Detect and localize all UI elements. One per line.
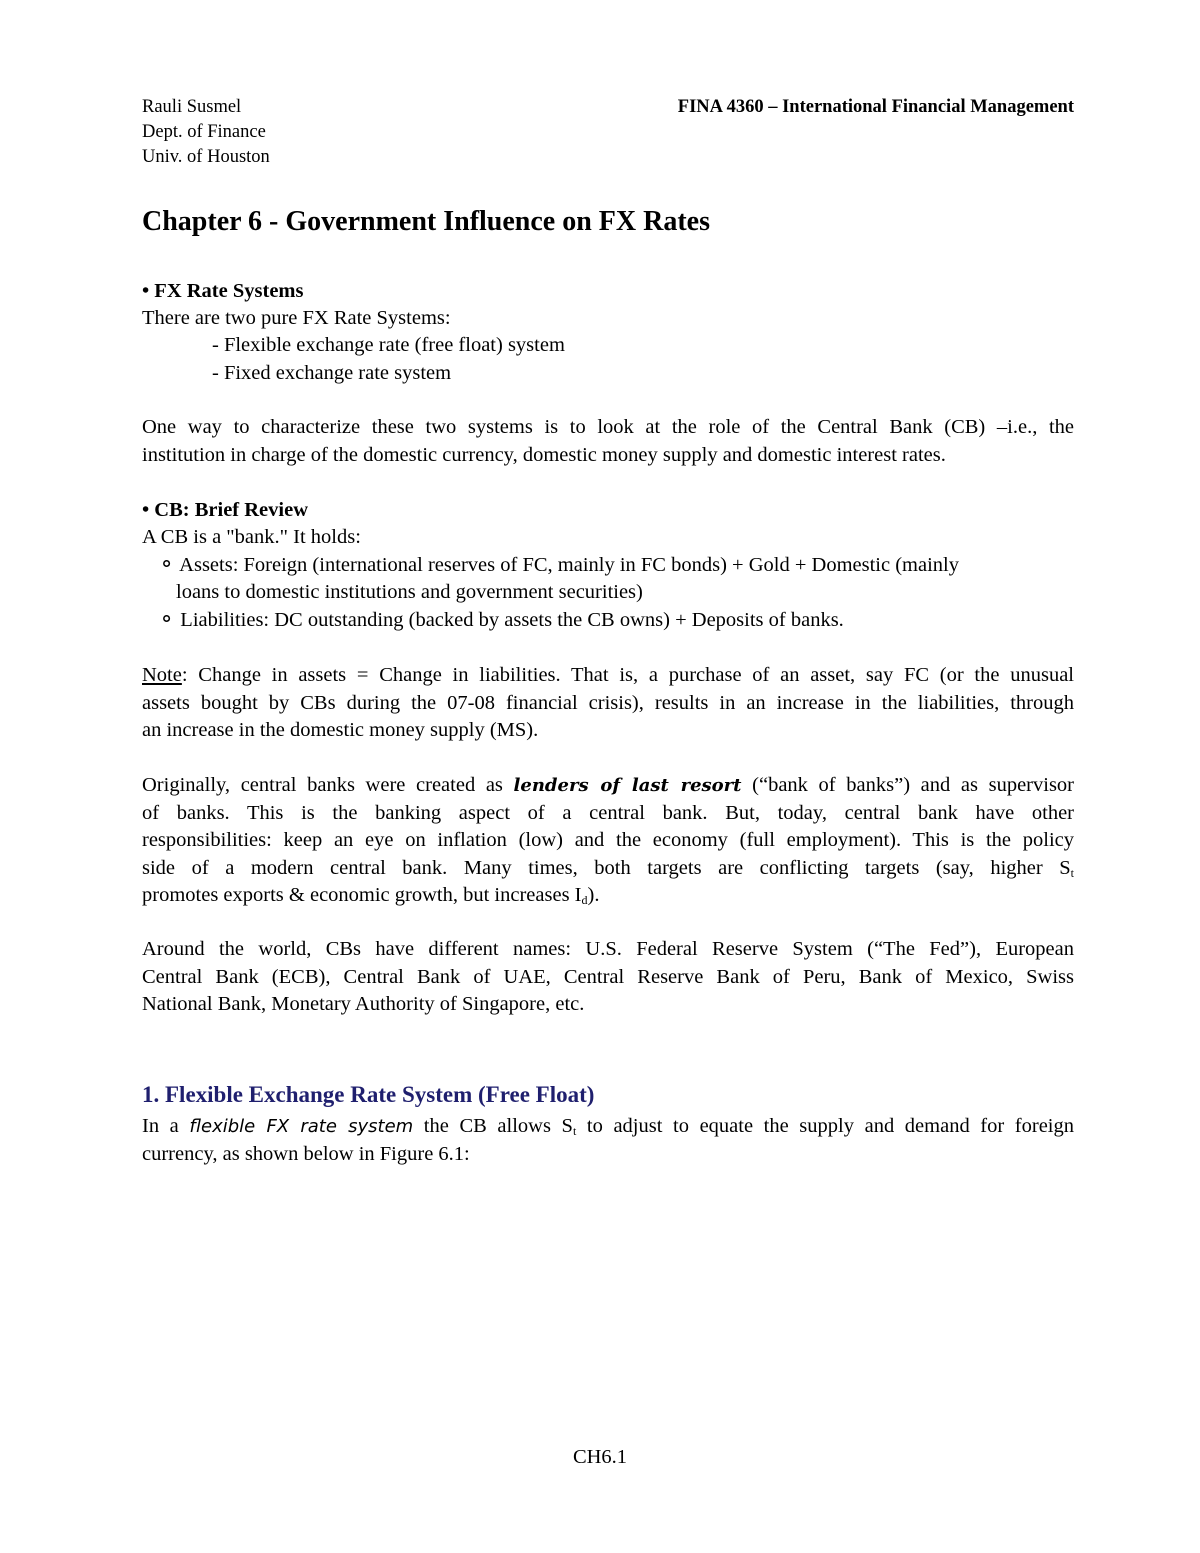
- section-1-line-1-a: In a: [142, 1115, 179, 1137]
- chapter-title: Chapter 6 - Government Influence on FX Rates: [142, 206, 710, 237]
- section-1-line-1: [142, 1113, 1074, 1141]
- author-name: Rauli Susmel: [142, 97, 242, 117]
- section-1-line-1-b: the CB allows S: [423, 1115, 573, 1137]
- cb-role-paragraph: [142, 414, 1074, 469]
- fx-systems-heading: • FX Rate Systems: [142, 280, 304, 302]
- subscript-d: d: [581, 893, 588, 907]
- cb-review-intro: A CB is a "bank." It holds:: [142, 526, 361, 548]
- note-line-1: [142, 662, 1074, 690]
- note-line-3: an increase in the domestic money supply (MS).: [142, 719, 539, 741]
- fx-systems-item-fixed: - Fixed exchange rate system: [212, 362, 452, 384]
- section-1-line-1-c: to adjust to equate the supply and demand for foreign: [586, 1115, 1075, 1137]
- flexible-fx-rate-system: flexible FX rate system: [189, 1116, 414, 1137]
- cb-role-line-1: One way to characterize these two systems is to look at the role of the Central Bank (CB) –i.e., the: [142, 416, 1074, 438]
- originally-line-4: [142, 855, 1074, 883]
- cb-assets-line-1: ⚬ Assets: Foreign (international reserves of FC, mainly in FC bonds) + Gold + Domestic (mainly: [158, 554, 959, 576]
- cb-assets-line-2: loans to domestic institutions and government securities): [176, 581, 643, 603]
- author-univ: Univ. of Houston: [142, 147, 270, 167]
- section-1-line-2: currency, as shown below in Figure 6.1:: [142, 1142, 470, 1165]
- originally-paragraph: [142, 772, 1074, 910]
- originally-line-3: responsibilities: keep an eye on inflation (low) and the economy (full employment). This is the policy: [142, 829, 1074, 851]
- cb-role-line-2: institution in charge of the domestic currency, domestic money supply and domestic interest rates.: [142, 443, 946, 466]
- note-line-2: assets bought by CBs during the 07-08 financial crisis), results in an increase in the liabilities, through: [142, 691, 1074, 714]
- originally-line-1-a: Originally, central banks were created as: [142, 774, 503, 796]
- originally-line-2: of banks. This is the banking aspect of a central bank. But, today, central bank have other: [142, 801, 1074, 824]
- around-line-2: Central Bank (ECB), Central Bank of UAE, Central Reserve Bank of Peru, Bank of Mexico, Swiss: [142, 965, 1074, 988]
- originally-line-4-a: side of a modern central bank. Many times, both targets are conflicting targets (say, higher S: [142, 856, 1071, 879]
- cb-liabilities: ⚬ Liabilities: DC outstanding (backed by assets the CB owns) + Deposits of banks.: [158, 609, 844, 631]
- section-1-paragraph: [142, 1113, 1074, 1168]
- subscript-t-2: t: [572, 1124, 577, 1138]
- page-number: CH6.1: [572, 1446, 628, 1468]
- note-paragraph: [142, 662, 1074, 745]
- fx-systems-intro: There are two pure FX Rate Systems:: [142, 307, 451, 329]
- around-paragraph: [142, 936, 1074, 1019]
- originally-line-5: [142, 882, 1074, 910]
- around-line-3: National Bank, Monetary Authority of Singapore, etc.: [142, 993, 585, 1015]
- author-dept: Dept. of Finance: [142, 122, 266, 142]
- section-1-heading: 1. Flexible Exchange Rate System (Free Float): [142, 1082, 595, 1107]
- fx-systems-item-flexible: - Flexible exchange rate (free float) system: [212, 334, 565, 356]
- note-label: Note: [142, 664, 182, 686]
- lenders-of-last-resort: lenders of last resort: [513, 775, 742, 796]
- originally-line-1: [142, 772, 1074, 800]
- originally-line-1-b: (“bank of banks”) and as supervisor: [752, 774, 1075, 796]
- originally-line-5-b: ).: [587, 884, 600, 906]
- subscript-t: t: [1070, 865, 1074, 880]
- around-line-1: Around the world, CBs have different names: U.S. Federal Reserve System (“The Fed”), European: [142, 938, 1074, 960]
- originally-line-5-a: promotes exports & economic growth, but increases I: [142, 884, 582, 906]
- note-line-1-text: : Change in assets = Change in liabilities. That is, a purchase of an asset, say FC (or the unusual: [181, 664, 1074, 686]
- course-title: FINA 4360 – International Financial Management: [677, 97, 1074, 117]
- cb-review-heading: • CB: Brief Review: [142, 499, 309, 521]
